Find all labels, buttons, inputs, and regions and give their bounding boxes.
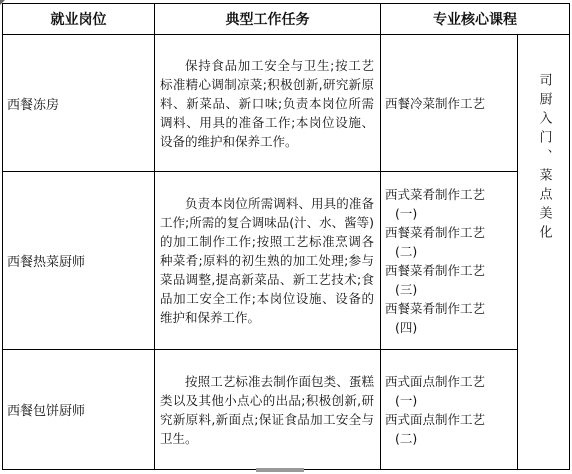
course-line: 西式面点制作工艺: [385, 373, 486, 389]
course-cell: [381, 350, 518, 470]
job-cell: 西餐包饼厨师: [3, 350, 155, 470]
course-line: 西餐冷菜制作工艺: [385, 95, 486, 111]
table-row: [3, 172, 570, 350]
course-line: 西餐菜肴制作工艺: [385, 262, 486, 278]
job-cell: 西餐冻房: [3, 35, 155, 172]
task-cell: 保持食品加工安全与卫生;按工艺标准精心调制凉菜;积极创新,研究新原料、新菜品、新口味;负责本岗位所需调料、用具的准备工作;本岗位设施、设备的维护和保养工作。: [155, 35, 381, 172]
task-cell: 按照工艺标准去制作面包类、蛋糕类以及其他小点心的出品;积极创新,研究新原料,新面点;保证食品加工安全与卫生。: [155, 350, 381, 470]
table-row: [3, 350, 570, 470]
table-row: [3, 35, 570, 172]
shared-course-text: 司厨入门、菜点美化: [536, 73, 552, 244]
course-line: 西餐菜肴制作工艺: [385, 300, 486, 316]
course-cell: [381, 172, 518, 350]
course-line: (二): [395, 430, 418, 446]
course-line: (一): [395, 205, 418, 221]
header-task: 典型工作任务: [155, 4, 381, 35]
task-cell: 负责本岗位所需调料、用具的准备工作;所需的复合调味品(汁、水、酱等)的加工制作工作;按照工艺标准烹调各种菜肴;原料的初生熟的加工处理;参与菜品调整,提高新菜品、新工艺技术;食品加工安全工作;本岗位设施、设备的维护和保养工作。: [155, 172, 381, 350]
table-header-row: [3, 4, 570, 35]
shared-course-cell: [518, 35, 570, 470]
bottom-mark: [256, 468, 304, 472]
header-job: 就业岗位: [3, 4, 155, 35]
course-line: (二): [395, 243, 418, 259]
curriculum-table: [2, 3, 570, 470]
course-line: 西餐菜肴制作工艺: [385, 224, 486, 240]
course-cell: [381, 35, 518, 172]
job-cell: 西餐热菜厨师: [3, 172, 155, 350]
course-line: (三): [395, 281, 418, 297]
course-line: (一): [395, 392, 418, 408]
header-course: 专业核心课程: [381, 4, 570, 35]
course-line: (四): [395, 319, 418, 335]
course-line: 西式面点制作工艺: [385, 411, 486, 427]
course-line: 西式菜肴制作工艺: [385, 186, 486, 202]
